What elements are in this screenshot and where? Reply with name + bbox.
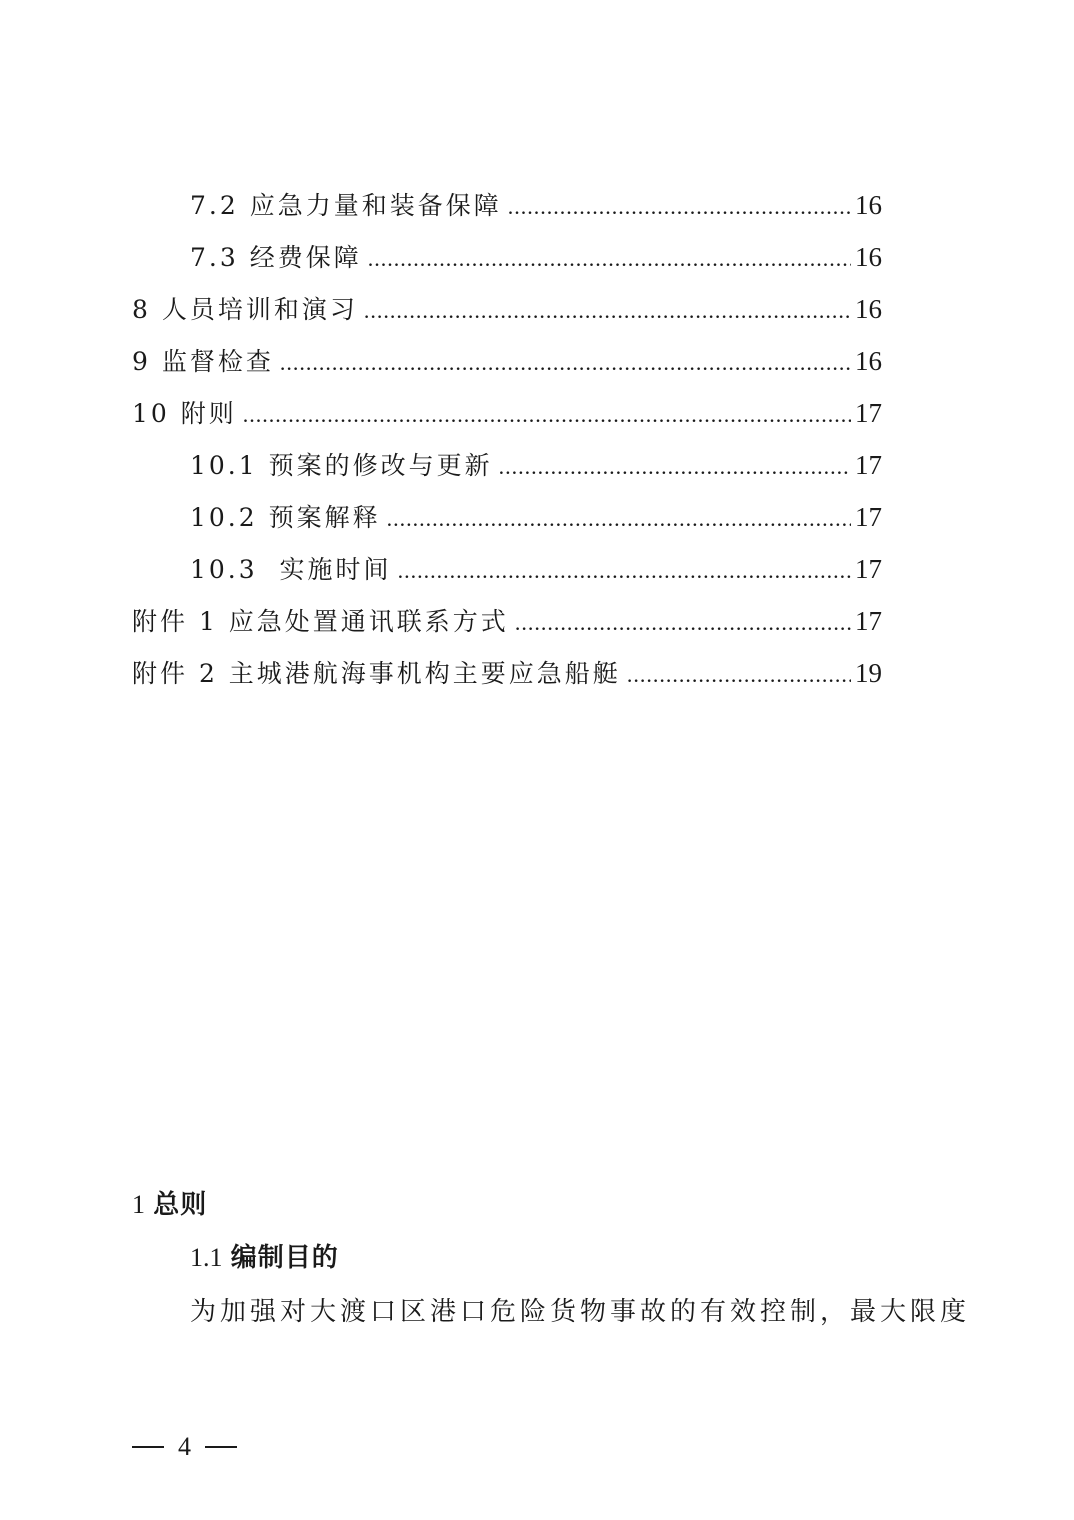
- subsection-heading: [190, 1238, 339, 1278]
- toc-leader-dots: [398, 551, 851, 591]
- footer-dash-left: [132, 1446, 164, 1448]
- toc-entry[interactable]: [132, 341, 882, 381]
- toc-leader-dots: [627, 655, 851, 695]
- subsection-number: 1.1: [190, 1243, 223, 1272]
- toc-entry-title: 附件 2 主城港航海事机构主要应急船艇: [132, 659, 621, 688]
- page-number: 4: [178, 1432, 191, 1461]
- page-footer: [132, 1427, 237, 1467]
- toc-entry-title: 10.2 预案解释: [190, 503, 381, 532]
- toc-entry-page: 17: [855, 502, 882, 532]
- toc-entry-title: 附件 1 应急处置通讯联系方式: [132, 607, 509, 636]
- toc-leader-dots: [508, 187, 851, 227]
- section-number: 1: [132, 1190, 145, 1219]
- toc-entry[interactable]: [190, 497, 882, 537]
- subsection-title: 编制目的: [230, 1243, 339, 1273]
- toc-entry-title: 10.3 实施时间: [190, 555, 392, 584]
- toc-entry-title: 7.3 经费保障: [190, 243, 362, 272]
- toc-entry-page: 17: [855, 398, 882, 428]
- footer-dash-right: [205, 1446, 237, 1448]
- toc-leader-dots: [364, 291, 851, 331]
- toc-leader-dots: [387, 499, 851, 539]
- toc-entry[interactable]: [132, 393, 882, 433]
- toc-entry-title: 10.1 预案的修改与更新: [190, 451, 493, 480]
- toc-leader-dots: [243, 395, 851, 435]
- toc-entry[interactable]: [132, 653, 882, 693]
- toc-entry-page: 16: [855, 190, 882, 220]
- toc-leader-dots: [499, 447, 851, 487]
- toc-leader-dots: [280, 343, 851, 383]
- toc-leader-dots: [515, 603, 851, 643]
- toc-entry[interactable]: [190, 445, 882, 485]
- section-title: 总则: [153, 1190, 208, 1220]
- toc-entry-page: 17: [855, 606, 882, 636]
- toc-entry-page: 17: [855, 450, 882, 480]
- toc-entry-page: 19: [855, 658, 882, 688]
- toc-entry[interactable]: [190, 185, 882, 225]
- toc-leader-dots: [368, 239, 851, 279]
- toc-entry-page: 16: [855, 242, 882, 272]
- toc-entry-title: 7.2 应急力量和装备保障: [190, 191, 502, 220]
- toc-entry-title: 8 人员培训和演习: [132, 295, 358, 324]
- toc-entry[interactable]: [132, 601, 882, 641]
- toc-entry[interactable]: [132, 289, 882, 329]
- toc-entry-title: 9 监督检查: [132, 347, 274, 376]
- toc-entry[interactable]: [190, 549, 882, 589]
- body-paragraph: 为加强对大渡口区港口危险货物事故的有效控制，最大限度: [190, 1297, 971, 1327]
- toc-entry-page: 16: [855, 346, 882, 376]
- toc-entry[interactable]: [190, 237, 882, 277]
- toc-entry-page: 16: [855, 294, 882, 324]
- toc-entry-title: 10 附则: [132, 399, 237, 428]
- toc-entry-page: 17: [855, 554, 882, 584]
- section-heading: [132, 1185, 207, 1225]
